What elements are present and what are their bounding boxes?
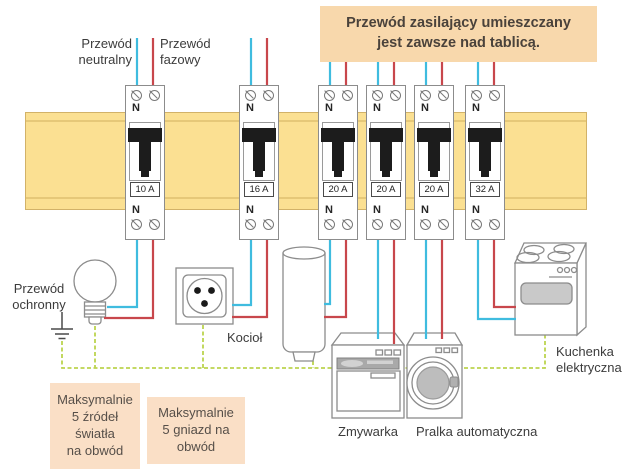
neutral-terminal-label: N [246,204,254,216]
cooker-label: Kuchenka elektryczna [556,344,622,376]
neutral-terminal-label: N [132,204,140,216]
screw-icon [489,219,500,230]
screw-icon [245,90,256,101]
breaker-rating: 10 A [130,182,160,197]
terminal-screws-top [240,90,278,101]
screw-icon [390,219,401,230]
info-box-sockets: Maksymalnie 5 gniazd na obwód [147,397,245,464]
breaker-switch [243,122,275,181]
breaker-rating: 32 A [470,182,500,197]
screw-icon [131,219,142,230]
neutral-terminal-label: N [472,102,480,114]
neutral-terminal-label: N [472,204,480,216]
screw-icon [471,219,482,230]
washing-machine-label: Pralka automatyczna [416,424,538,439]
breaker-rating: 20 A [323,182,353,197]
washing-machine [407,333,462,418]
neutral-terminal-label: N [421,102,429,114]
terminal-screws-top [319,90,357,101]
circuit-breaker-1 [125,85,165,240]
phase-wire-circuits [104,240,516,344]
boiler [283,247,325,361]
neutral-terminal-label: N [421,204,429,216]
screw-icon [342,90,353,101]
terminal-screws-bottom [367,219,405,230]
screw-icon [489,90,500,101]
screw-icon [438,90,449,101]
protective-wire-label: Przewód ochronny [12,281,66,313]
screw-icon [324,90,335,101]
breaker-rating: 20 A [371,182,401,197]
breaker-switch [322,122,354,181]
screw-icon [263,219,274,230]
terminal-screws-top [415,90,453,101]
socket [176,268,233,324]
breaker-rating: 20 A [419,182,449,197]
phase-wire-label: Przewód fazowy [160,36,211,68]
terminal-screws-bottom [240,219,278,230]
dishwasher [332,333,404,418]
note-box [320,6,597,62]
boiler-label: Kocioł [227,330,263,345]
note-line: jest zawsze nad tablicą. [377,35,540,51]
screw-icon [372,219,383,230]
terminal-screws-bottom [126,219,164,230]
screw-icon [324,219,335,230]
circuit-breaker-5 [414,85,454,240]
switch-toggle [321,128,355,142]
light-bulb [74,260,116,324]
screw-icon [149,219,160,230]
screw-icon [342,219,353,230]
neutral-wire-circuits [107,240,516,339]
circuit-breaker-2 [239,85,279,240]
screw-icon [438,219,449,230]
screw-icon [131,90,142,101]
screw-icon [263,90,274,101]
terminal-screws-bottom [319,219,357,230]
breaker-rating: 16 A [244,182,274,197]
breaker-switch [418,122,450,181]
protective-wire [62,325,545,368]
socket-hole [194,287,201,294]
screw-icon [390,90,401,101]
dishwasher-label: Zmywarka [338,424,398,439]
screw-icon [420,219,431,230]
terminal-screws-top [367,90,405,101]
terminal-screws-bottom [466,219,504,230]
electric-cooker [515,243,586,335]
neutral-terminal-label: N [246,102,254,114]
breaker-switch [129,122,161,181]
screw-icon [420,90,431,101]
circuit-breaker-6 [465,85,505,240]
switch-toggle [369,128,403,142]
breaker-switch [370,122,402,181]
ground-symbol [51,312,73,339]
note-line: Przewód zasilający umieszczany [346,15,571,32]
screw-icon [149,90,160,101]
neutral-wire-label: Przewód neutralny [78,36,132,68]
neutral-terminal-label: N [325,204,333,216]
switch-toggle [242,128,276,142]
socket-hole [208,287,215,294]
breaker-switch [469,122,501,181]
terminal-screws-bottom [415,219,453,230]
terminal-screws-top [126,90,164,101]
screw-icon [471,90,482,101]
switch-toggle [128,128,162,142]
switch-toggle [468,128,502,142]
socket-ground-pin [201,300,208,307]
switch-toggle [417,128,451,142]
screw-icon [372,90,383,101]
neutral-terminal-label: N [132,102,140,114]
info-box-lights: Maksymalnie 5 źródeł światła na obwód [50,383,140,469]
screw-icon [245,219,256,230]
neutral-terminal-label: N [373,204,381,216]
circuit-breaker-3 [318,85,358,240]
terminal-screws-top [466,90,504,101]
circuit-breaker-4 [366,85,406,240]
neutral-terminal-label: N [325,102,333,114]
neutral-terminal-label: N [373,102,381,114]
